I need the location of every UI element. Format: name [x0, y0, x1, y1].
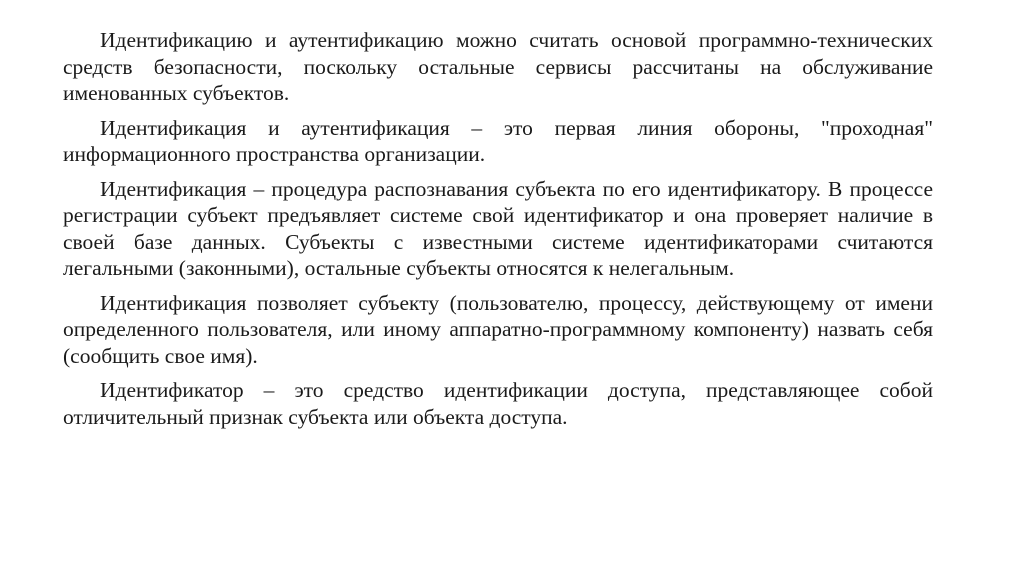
paragraph-identification-authentication-basis: Идентификацию и аутентификацию можно считать основой программно-технических средств безопасности, поскольку остальные сервисы рассчитаны на обслуживание именованных субъектов. — [63, 28, 933, 105]
paragraph-identification-definition: Идентификация – процедура распознавания субъекта по его идентификатору. В процессе регистрации субъект предъявляет системе свой идентификатор и она проверяет наличие в своей базе данных. Субъекты с известными системе идентификаторами считаются легальными (законными), остальные субъекты относятся к нелегальным. — [63, 176, 933, 280]
document-body — [63, 27, 933, 438]
paragraph-first-line-of-defense: Идентификация и аутентификация – это первая линия обороны, "проходная" информационного пространства организации. — [63, 115, 933, 166]
paragraph-identifier-definition: Идентификатор – это средство идентификации доступа, представляющее собой отличительный признак субъекта или объекта доступа. — [63, 378, 933, 429]
paragraph-identification-purpose: Идентификация позволяет субъекту (пользователю, процессу, действующему от имени определенного пользователя, или иному аппаратно-программному компоненту) назвать себя (сообщить свое имя). — [63, 290, 933, 368]
